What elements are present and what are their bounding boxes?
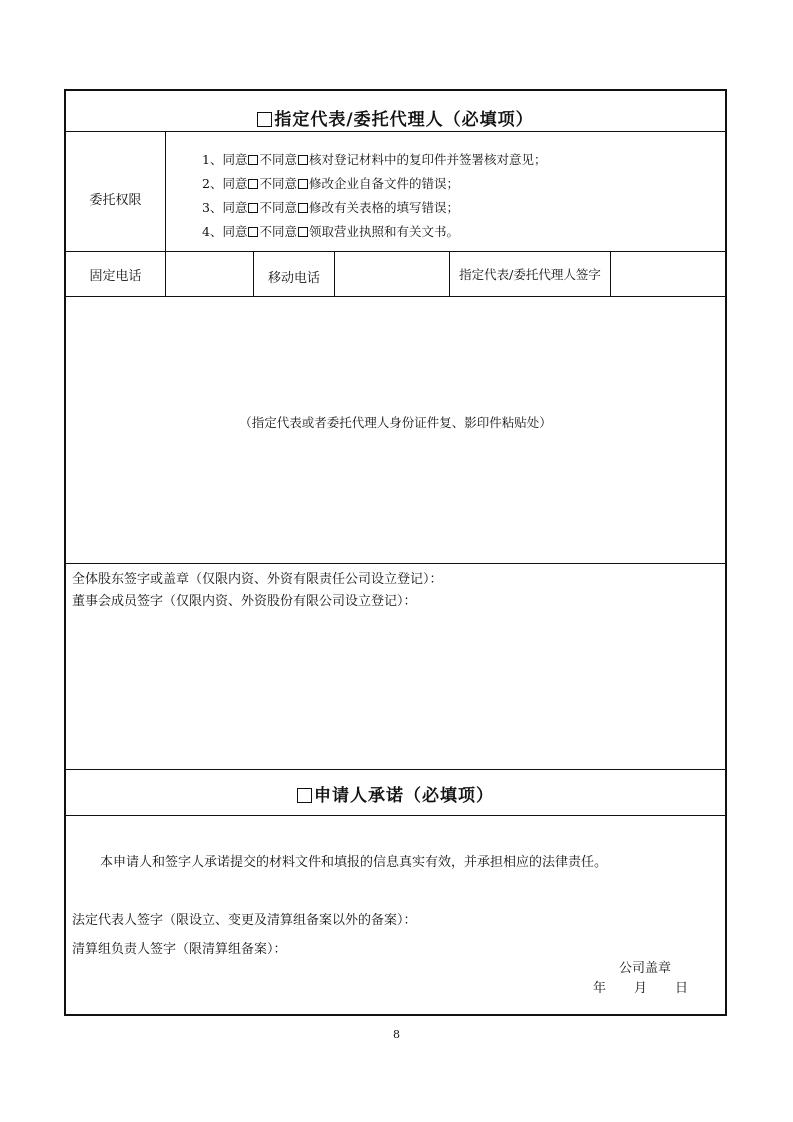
authority-item-4: 4、同意 不同意 领取营业执照和有关文书。 bbox=[202, 224, 459, 239]
signature-field[interactable] bbox=[611, 252, 725, 295]
shareholders-sign-label: 全体股东签字或盖章（仅限内资、外资有限责任公司设立登记）： bbox=[72, 572, 443, 587]
legal-rep-sign-label: 法定代表人签字（限设立、变更及清算组备案以外的备案）： bbox=[72, 913, 417, 928]
agree-checkbox-4[interactable] bbox=[248, 227, 258, 237]
authority-item-1: 1、同意 不同意 核对登记材料中的复印件并签署核对意见； bbox=[202, 152, 547, 167]
applicant-section-title: 申请人承诺（必填项） bbox=[66, 781, 725, 806]
agree-checkbox-3[interactable] bbox=[248, 203, 258, 213]
commitment-text: 本申请人和签字人承诺提交的材料文件和填报的信息真实有效，并承担相应的法律责任。 bbox=[100, 855, 608, 870]
fixed-phone-field[interactable] bbox=[166, 252, 252, 295]
board-members-sign-label: 董事会成员签字（仅限内资、外资股份有限公司设立登记）： bbox=[72, 594, 417, 609]
delegate-checkbox[interactable] bbox=[257, 112, 272, 127]
divider bbox=[66, 815, 725, 816]
id-copy-placeholder: （指定代表或者委托代理人身份证件复、影印件粘贴处） bbox=[239, 415, 552, 430]
applicant-checkbox[interactable] bbox=[297, 788, 312, 803]
agree-checkbox-2[interactable] bbox=[248, 179, 258, 189]
authority-label: 委托权限 bbox=[89, 193, 142, 208]
divider bbox=[66, 769, 725, 770]
disagree-checkbox-1[interactable] bbox=[298, 155, 308, 165]
authority-item-2: 2、同意 不同意 修改企业自备文件的错误； bbox=[202, 176, 459, 191]
divider bbox=[66, 563, 725, 564]
company-seal-label: 公司盖章 bbox=[619, 961, 672, 976]
fixed-phone-label: 固定电话 bbox=[89, 269, 142, 284]
delegate-section-title: 指定代表/委托代理人（必填项） bbox=[66, 105, 725, 130]
date-day: 日 bbox=[675, 981, 689, 996]
liquidation-sign-label: 清算组负责人签字（限清算组备案）： bbox=[72, 942, 287, 957]
date-month: 月 bbox=[634, 981, 648, 996]
authority-item-3: 3、同意 不同意 修改有关表格的填写错误； bbox=[202, 200, 459, 215]
date-year: 年 bbox=[593, 981, 607, 996]
disagree-checkbox-3[interactable] bbox=[298, 203, 308, 213]
disagree-checkbox-2[interactable] bbox=[298, 179, 308, 189]
mobile-phone-label: 移动电话 bbox=[267, 271, 320, 286]
form-frame bbox=[64, 89, 727, 1016]
signature-label: 指定代表/委托代理人签字 bbox=[459, 267, 601, 282]
agree-checkbox-1[interactable] bbox=[248, 155, 258, 165]
mobile-phone-field[interactable] bbox=[335, 252, 448, 295]
divider bbox=[66, 296, 725, 297]
disagree-checkbox-4[interactable] bbox=[298, 227, 308, 237]
page-number: 8 bbox=[393, 1028, 400, 1041]
